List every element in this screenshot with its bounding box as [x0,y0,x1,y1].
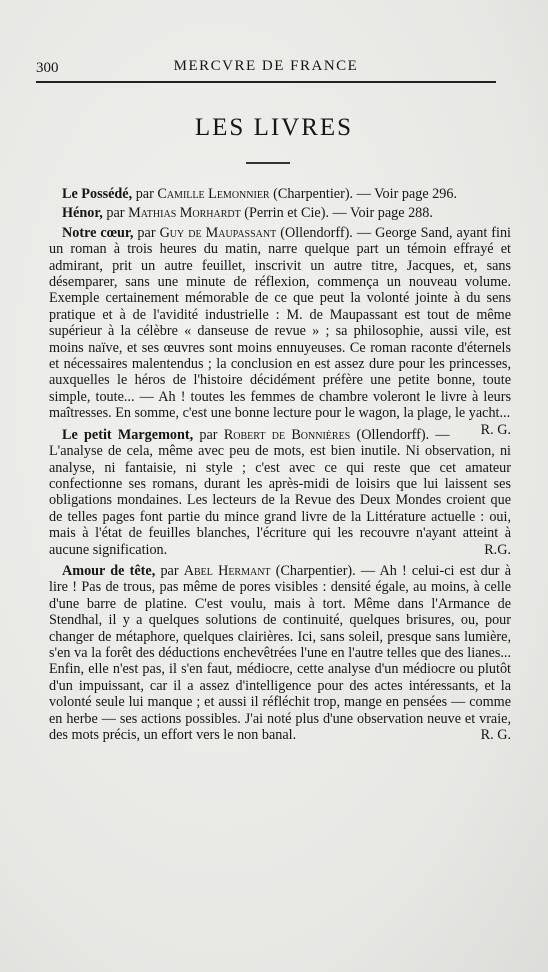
book-title: Amour de tête, [62,562,156,579]
page-header [36,54,496,80]
book-author: Guy de Maupassant [159,224,277,241]
review-signature: R. G. [480,727,511,743]
book-title: Notre cœur, [62,224,134,241]
review-by: par [132,186,158,202]
review-text: (Ollendorff). — George Sand, ayant fini un roman à trois heures du matin, narre quelque part un témoin effrayé et admirant, prit un autre feuillet, inscrivit un autre titre, Jacques, et, sans désemparer, sans une minute de réflexion, commença un nouveau volume. Exemple certainement mémorable de ce que peut la volonté jointe à du sens pratique et à de l'avidité industrielle : M. de Maupassant est tout de même supérieur à la célèbre « danseuse de revue » ; sa philosophie, aussi vile, est moins naïve, et ses œuvres sont moins ennuyeuses. Ce roman raconte d'éternels et nécessaires malentendus ; la conclusion en est assez dure pour les princesses, auxquelles le héros de l'histoire décidément préfère une petite bonne, toute simple, toute... — Ah ! toutes les femmes de chambre voleront le livre à leurs maîtresses. En somme, c'est une bonne lecture pour le wagon, la plage, le yacht... [49,224,511,422]
page-number: 300 [36,60,59,76]
book-title: Le petit Margemont, [62,426,194,443]
review-signature: R. G. [480,421,511,438]
book-title: Hénor, [62,205,103,222]
review-text: (Perrin et Cie). — Voir page 288. [240,205,433,222]
book-author: Mathias Morhardt [128,205,241,222]
review-by: par [133,224,160,241]
review-text: (Charpentier). — Voir page 296. [269,186,458,202]
review-by: par [155,562,184,579]
review-text: (Ollendorff). — L'analyse de cela, même avec peu de mots, est bien inutile. Ni observation, ni analyse, ni fantaisie, ni style ; c'est avec ce qui reste que cet amateur confectionne ses romans, durant les après-midi de loisirs que lui laissent ses obligations mondaines. Les lecteurs de la Revue des Deux Mondes croient que de telles pages font partie du mince grand livre de la Littérature actuelle : oui, mais à l'état de feuilles blanches, l'écriture qui les recouvre n'ayant atteint à aucune signification. [49,426,511,558]
header-rule [36,81,496,83]
running-title: MERCVRE DE FRANCE [173,58,359,74]
title-rule [246,162,290,164]
book-author: Abel Hermant [183,562,271,579]
review-list [49,186,511,748]
book-author: Camille Lemonnier [157,186,270,202]
book-title: Le Possédé, [62,186,133,202]
review-by: par [193,426,224,443]
review-entry [49,186,511,202]
review-entry [49,427,511,558]
review-text: (Charpentier). — Ah ! celui-ci est dur à lire ! Pas de trous, pas même de pores visibles : densité égale, au moins, à celle d'une barre de platine. C'est voulu, mais à tort. Même dans l'Armance de Stendhal, il y a quelques solutions de continuité, quelques brisures, ou, pour changer de métaphore, quelques clairières. Ici, sans soleil, presque sans lumière, s'en va la forêt des déductions enchevêtrées l'une en l'autre telles que des lianes... Enfin, elle n'est pas, il s'en faut, médiocre, cette analyse d'un médiocre ou plutôt d'un impuissant, car il a assez d'intelligence pour des actes intéressants, et la volonté seule lui manque ; et aussi il réfléchit trop, mange en pensées — comme en herbe — ses actions possibles. J'ai noté plus d'une observation neuve et vraie, des mots précis, un effort vers le non banal. [49,562,511,743]
book-author: Robert de Bonnières [223,426,351,443]
review-signature: R.G. [484,541,511,558]
review-entry [49,205,511,221]
review-by: par [102,205,129,222]
section-title: LES LIVRES [194,114,354,141]
review-entry [49,563,511,743]
